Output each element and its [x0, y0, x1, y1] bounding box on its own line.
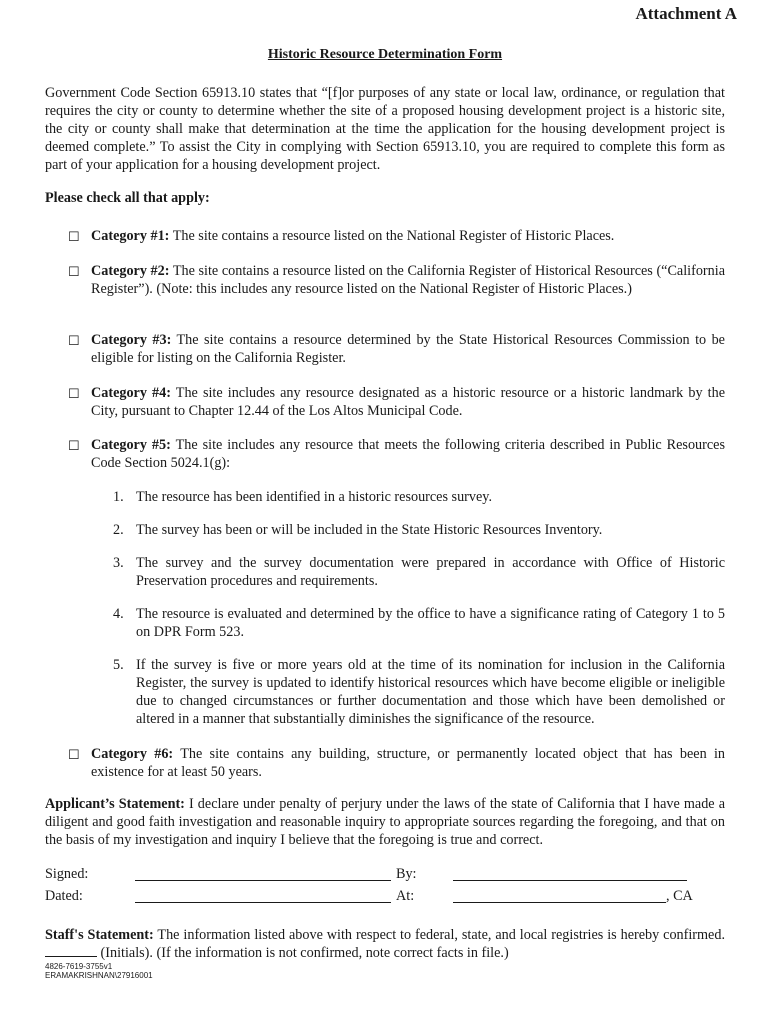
criterion-5-text: If the survey is five or more years old at the time of its nomination for inclusion in the California Register, the survey is updated to identify historical resources which have become eligible or ineligible due to changed circumstances or further documentation and those which have been demolished or altered in a manner that substantially diminishes the significance of the resource. — [136, 657, 725, 727]
document-id-line-1: 4826-7619-3755v1 — [45, 962, 113, 971]
document-id — [45, 962, 153, 980]
applicant-statement-label: Applicant’s Statement: — [45, 796, 185, 812]
applicant-statement-text: I declare under penalty of perjury under the laws of the state of California that I have made a diligent and good faith investigation and reasonable inquiry to appropriate sources regarding the foregoing, and that on the basis of my investigation and inquiry I believe that the foregoing is true and correct. — [45, 796, 725, 848]
criterion-1 — [113, 488, 725, 506]
criterion-1-number: 1. — [113, 489, 124, 505]
criterion-3 — [113, 554, 725, 590]
criterion-4-number: 4. — [113, 606, 124, 622]
dated-label: Dated: — [45, 888, 83, 904]
category-4-text: The site includes any resource designated as a historic resource or a historic landmark by the City, pursuant to Chapter 12.44 of the Los Altos Municipal Code. — [91, 385, 725, 419]
criterion-2-number: 2. — [113, 522, 124, 538]
criterion-1-text: The resource has been identified in a historic resources survey. — [136, 489, 492, 505]
initials-field[interactable] — [45, 944, 97, 957]
check-all-heading: Please check all that apply: — [45, 190, 210, 206]
category-2-text: The site contains a resource listed on the California Register of Historical Resources (“California Register”). (Note: this includes any resource listed on the National Register of Historic Places.) — [91, 263, 725, 297]
staff-statement-text-after: (Initials). (If the information is not confirmed, note correct facts in file.) — [97, 945, 509, 961]
staff-statement-text: The information listed above with respect to federal, state, and local registries is hereby confirmed. — [153, 927, 725, 943]
signed-label: Signed: — [45, 866, 89, 882]
category-3 — [68, 331, 725, 367]
state-suffix: , CA — [666, 888, 693, 904]
category-1-text: The site contains a resource listed on the National Register of Historic Places. — [169, 228, 615, 244]
category-3-checkbox[interactable]: ☐ — [68, 333, 80, 348]
attachment-label: Attachment A — [635, 4, 737, 23]
criterion-5-number: 5. — [113, 657, 124, 673]
category-4-label: Category #4: — [91, 385, 171, 401]
at-field[interactable] — [453, 890, 666, 903]
category-1-checkbox[interactable]: ☐ — [68, 229, 80, 244]
staff-statement — [45, 926, 725, 962]
category-4 — [68, 384, 725, 420]
at-label: At: — [396, 888, 415, 904]
category-6-text: The site contains any building, structure, or permanently located object that has been in existence for at least 50 years. — [91, 746, 725, 780]
category-2 — [68, 262, 725, 298]
category-4-checkbox[interactable]: ☐ — [68, 386, 80, 401]
by-field[interactable] — [453, 868, 687, 881]
criterion-3-text: The survey and the survey documentation were prepared in accordance with Office of Historic Preservation procedures and requirements. — [136, 555, 725, 589]
category-3-text: The site contains a resource determined by the State Historical Resources Commission to be eligible for listing on the California Register. — [91, 332, 725, 366]
criterion-4 — [113, 605, 725, 641]
category-5-checkbox[interactable]: ☐ — [68, 438, 80, 453]
signed-field[interactable] — [135, 868, 391, 881]
category-6 — [68, 745, 725, 781]
category-3-label: Category #3: — [91, 332, 172, 348]
category-5-label: Category #5: — [91, 437, 171, 453]
category-5-text: The site includes any resource that meets the following criteria described in Public Resources Code Section 5024.1(g): — [91, 437, 725, 471]
applicant-statement — [45, 795, 725, 849]
form-title: Historic Resource Determination Form — [267, 47, 503, 62]
category-6-checkbox[interactable]: ☐ — [68, 747, 80, 762]
criterion-3-number: 3. — [113, 555, 124, 571]
document-id-line-2: ERAMAKRISHNAN\27916001 — [45, 971, 153, 980]
by-label: By: — [396, 866, 417, 882]
category-6-label: Category #6: — [91, 746, 174, 762]
criterion-2-text: The survey has been or will be included in the State Historic Resources Inventory. — [136, 522, 603, 538]
category-1 — [68, 227, 725, 245]
criterion-2 — [113, 521, 725, 539]
category-2-checkbox[interactable]: ☐ — [68, 264, 80, 279]
staff-statement-label: Staff's Statement: — [45, 927, 154, 943]
category-2-label: Category #2: — [91, 263, 170, 279]
criterion-4-text: The resource is evaluated and determined by the office to have a significance rating of Category 1 to 5 on DPR Form 523. — [136, 606, 725, 640]
intro-paragraph: Government Code Section 65913.10 states that “[f]or purposes of any state or local law, ordinance, or regulation that requires the city or county to determine whether the site of a proposed housing development project is a historic site, the city or county shall make that determination at the time the application for the housing development project is deemed complete.” To assist the City in complying with Section 65913.10, you are required to complete this form as part of your application for a housing development project. — [45, 85, 725, 173]
criterion-5 — [113, 656, 725, 728]
category-5 — [68, 436, 725, 472]
dated-field[interactable] — [135, 890, 391, 903]
category-1-label: Category #1: — [91, 228, 170, 244]
